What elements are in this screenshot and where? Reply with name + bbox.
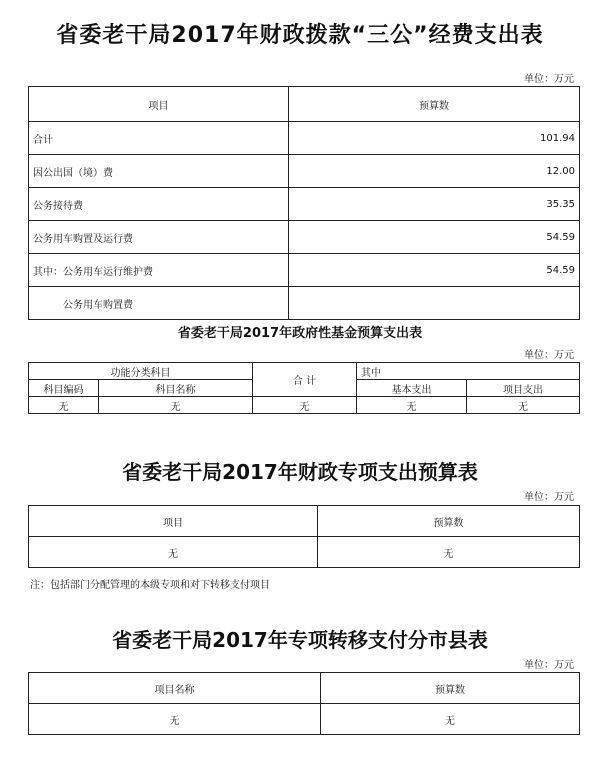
header-code: 科目编码: [29, 380, 99, 397]
transfer-payment-table: [28, 672, 580, 735]
table-row: [29, 221, 580, 254]
cell-project: 无: [467, 397, 580, 414]
header-func-class: 功能分类科目: [29, 363, 253, 380]
table-row: [29, 188, 580, 221]
table3-title: 省委老干局2017年财政专项支出预算表: [122, 460, 478, 484]
table-row: [29, 537, 580, 568]
table1-unit: 单位：万元: [524, 74, 574, 85]
header-of-which: 其中: [357, 363, 580, 380]
table-header-row: [29, 506, 580, 537]
header-total: 合 计: [253, 363, 357, 397]
row-item: 合计: [29, 122, 289, 155]
row-item: 公务接待费: [29, 188, 289, 221]
table-row: [29, 155, 580, 188]
table2-title: 省委老干局2017年政府性基金预算支出表: [177, 326, 423, 341]
table-row: [29, 254, 580, 287]
row-value: 54.59: [289, 254, 580, 287]
cell-total: 无: [253, 397, 357, 414]
row-item: 公务用车购置费: [29, 287, 289, 320]
header-budget: 预算数: [289, 87, 580, 122]
table-header-row: [29, 673, 580, 704]
row-item: 其中：公务用车运行维护费: [29, 254, 289, 287]
row-item: 公务用车购置及运行费: [29, 221, 289, 254]
table-row: [29, 122, 580, 155]
cell-code: 无: [29, 397, 99, 414]
table4-unit: 单位：万元: [524, 660, 574, 671]
cell-basic: 无: [357, 397, 467, 414]
header-budget: 预算数: [321, 673, 580, 704]
government-fund-table: [28, 362, 580, 414]
table3-note: 注：包括部门分配管理的本级专项和对下转移支付项目: [30, 580, 270, 591]
header-project: 项目支出: [467, 380, 580, 397]
table-row: [29, 704, 580, 735]
row-value: 35.35: [289, 188, 580, 221]
cell-project-name: 无: [29, 704, 321, 735]
table-row: [29, 287, 580, 320]
row-value: 101.94: [289, 122, 580, 155]
row-item: 因公出国（境）费: [29, 155, 289, 188]
row-value: 54.59: [289, 221, 580, 254]
header-project-name: 项目名称: [29, 673, 321, 704]
header-item: 项目: [29, 87, 289, 122]
special-expenditure-table: [28, 505, 580, 568]
table4-title: 省委老干局2017年专项转移支付分市县表: [112, 628, 488, 652]
header-basic: 基本支出: [357, 380, 467, 397]
cell-item: 无: [29, 537, 318, 568]
three-public-expenses-table: [28, 86, 580, 320]
table-header-row: [29, 87, 580, 122]
header-item: 项目: [29, 506, 318, 537]
header-budget: 预算数: [318, 506, 580, 537]
header-name: 科目名称: [99, 380, 253, 397]
table3-unit: 单位：万元: [524, 492, 574, 503]
table-row: [29, 397, 580, 414]
cell-budget: 无: [318, 537, 580, 568]
row-value: 12.00: [289, 155, 580, 188]
table-header-row: [29, 363, 580, 380]
table2-unit: 单位：万元: [524, 350, 574, 361]
row-value: [289, 287, 580, 320]
table1-title: 省委老干局2017年财政拨款“三公”经费支出表: [56, 23, 544, 48]
cell-budget: 无: [321, 704, 580, 735]
cell-name: 无: [99, 397, 253, 414]
